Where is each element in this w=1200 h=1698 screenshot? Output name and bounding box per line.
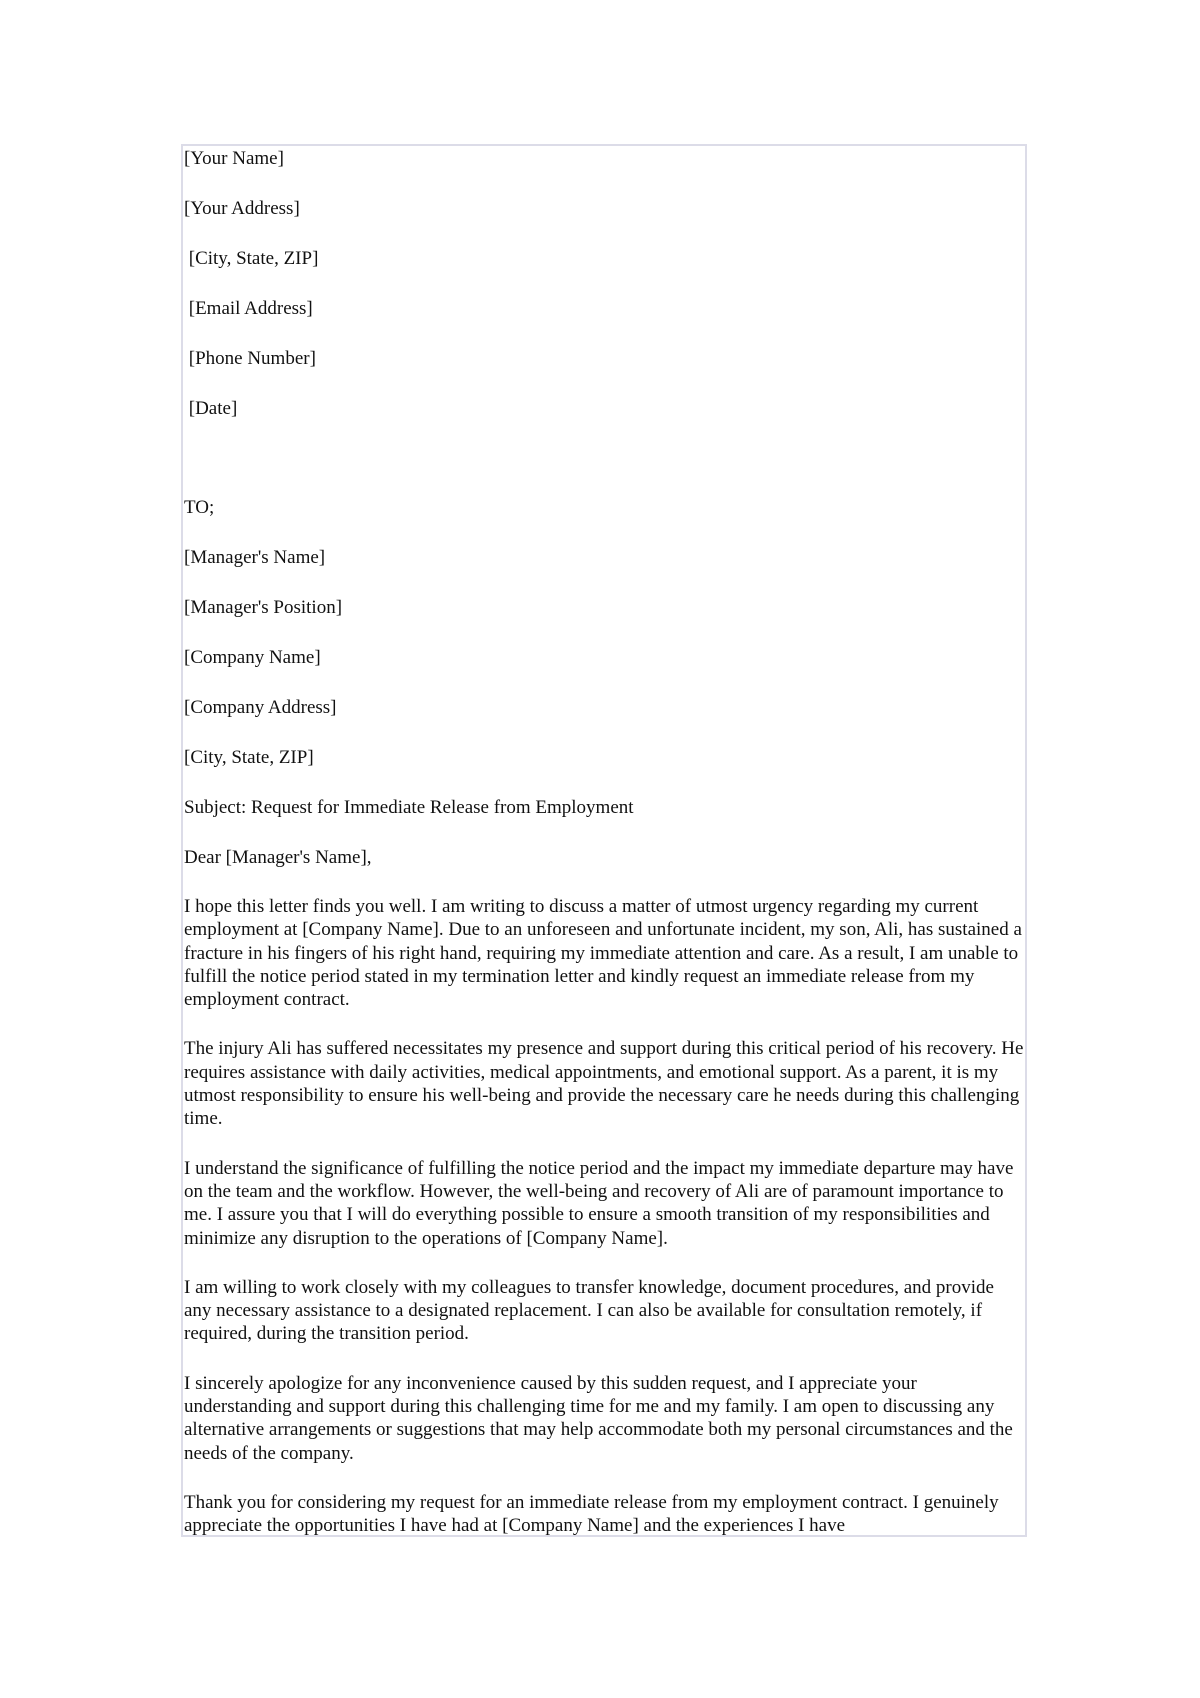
sender-address: [Your Address] bbox=[184, 198, 300, 219]
sender-city-state-zip: [City, State, ZIP] bbox=[184, 248, 319, 269]
sender-name: [Your Name] bbox=[184, 148, 284, 169]
subject-line: Subject: Request for Immediate Release from Employment bbox=[184, 797, 634, 818]
recipient-company-address: [Company Address] bbox=[184, 697, 337, 718]
body-paragraph: Thank you for considering my request for an immediate release from my employment contract. I genuinely appreciate the opportunities I have had at [Company Name] and the experiences I have bbox=[184, 1491, 1004, 1537]
sender-phone: [Phone Number] bbox=[184, 348, 316, 369]
salutation: Dear [Manager's Name], bbox=[184, 847, 372, 868]
recipient-manager-position: [Manager's Position] bbox=[184, 597, 343, 618]
letter-body bbox=[184, 895, 1029, 1538]
letter-text-frame bbox=[181, 144, 1027, 1537]
recipient-city-state-zip: [City, State, ZIP] bbox=[184, 747, 314, 768]
body-paragraph: I hope this letter finds you well. I am writing to discuss a matter of utmost urgency regarding my current employment at [Company Name]. Due to an unforeseen and unfortunate incident, my son, Ali, has sustained a fracture in his fingers of his right hand, requiring my immediate attention and care. As a result, I am unable to fulfill the notice period stated in my termination letter and kindly request an immediate release from my employment contract. bbox=[184, 896, 1027, 1011]
recipient-manager-name: [Manager's Name] bbox=[184, 547, 326, 568]
letter-date: [Date] bbox=[184, 398, 238, 419]
body-paragraph: I understand the significance of fulfilling the notice period and the impact my immediate departure may have on the team and the workflow. However, the well-being and recovery of Ali are of paramount importance to me. I assure you that I will do everything possible to ensure a smooth transition of my responsibilities and minimize any disruption to the operations of [Company Name]. bbox=[184, 1157, 1019, 1249]
body-paragraph: I sincerely apologize for any inconvenience caused by this sudden request, and I appreciate your understanding and support during this challenging time for me and my family. I am open to discussing any alternative arrangements or suggestions that may help accommodate both my personal circumstances and the needs of the company. bbox=[184, 1372, 1018, 1464]
blank-line bbox=[184, 446, 1024, 495]
sender-email: [Email Address] bbox=[184, 298, 313, 319]
letter-content bbox=[184, 146, 1029, 1564]
recipient-company-name: [Company Name] bbox=[184, 647, 321, 668]
to-label: TO; bbox=[184, 497, 215, 518]
body-paragraph: I am willing to work closely with my colleagues to transfer knowledge, document procedures, and provide any necessary assistance to a designated replacement. I can also be available for consultation remotely, if required, during the transition period. bbox=[184, 1276, 999, 1345]
body-paragraph: The injury Ali has suffered necessitates my presence and support during this critical period of his recovery. He requires assistance with daily activities, medical appointments, and emotional support. As a parent, it is my utmost responsibility to ensure his well-being and provide the necessary care he needs during this challenging time. bbox=[184, 1038, 1029, 1130]
